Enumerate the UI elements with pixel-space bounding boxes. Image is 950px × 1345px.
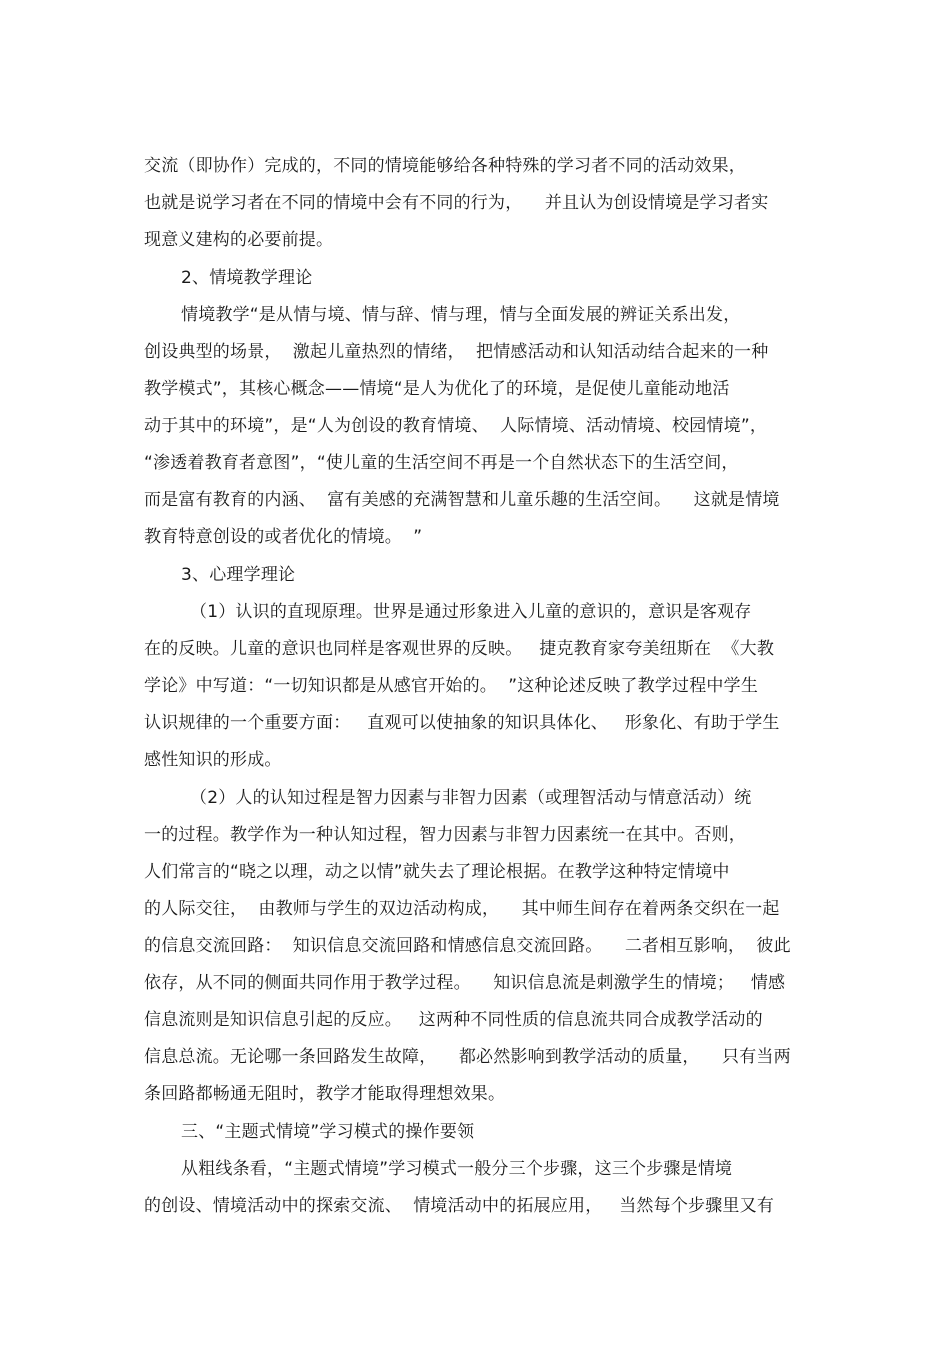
paragraph-line: 而是富有教育的内涵、 富有美感的充满智慧和儿童乐趣的生活空间。 这就是情境 [144, 490, 780, 510]
paragraph-line: 的人际交往， 由教师与学生的双边活动构成， 其中师生间存在着两条交织在一起 [144, 899, 780, 919]
paragraph-line: 的创设、情境活动中的探索交流、 情境活动中的拓展应用， 当然每个步骤里又有 [144, 1196, 775, 1216]
section-heading: 3、心理学理论 [181, 565, 296, 585]
paragraph-line: 动于其中的环境”，是“人为创设的教育情境、 人际情境、活动情境、校园情境”， [144, 416, 768, 436]
paragraph-line: 的信息交流回路： 知识信息交流回路和情感信息交流回路。 二者相互影响， 彼此 [144, 936, 791, 956]
paragraph-line: 感性知识的形成。 [144, 750, 282, 770]
paragraph-line: 学论》中写道：“一切知识都是从感官开始的。 ”这种论述反映了教学过程中学生 [144, 676, 759, 696]
paragraph-line: 信息总流。无论哪一条回路发生故障， 都必然影响到教学活动的质量， 只有当两 [144, 1047, 791, 1067]
paragraph-line: （2）人的认知过程是智力因素与非智力因素（或理智活动与情意活动）统 [190, 788, 752, 808]
paragraph-line: 信息流则是知识信息引起的反应。 这两种不同性质的信息流共同合成教学活动的 [144, 1010, 763, 1030]
paragraph-line: 依存，从不同的侧面共同作用于教学过程。 知识信息流是刺激学生的情境； 情感 [144, 973, 786, 993]
paragraph-line: 条回路都畅通无阻时，教学才能取得理想效果。 [144, 1084, 506, 1104]
paragraph-line: 从粗线条看，“主题式情境”学习模式一般分三个步骤，这三个步骤是情境 [181, 1159, 733, 1179]
paragraph-line: （1）认识的直现原理。世界是通过形象进入儿童的意识的，意识是客观存 [190, 602, 752, 622]
paragraph-line: “渗透着教育者意图”，“使儿童的生活空间不再是一个自然状态下的生活空间， [144, 453, 739, 473]
paragraph-line: 创设典型的场景， 激起儿童热烈的情绪， 把情感活动和认知活动结合起来的一种 [144, 342, 769, 362]
paragraph-line: 教学模式”，其核心概念——情境“是人为优化了的环境，是促使儿童能动地活 [144, 379, 730, 399]
paragraph-line: 教育特意创设的或者优化的情境。 ” [144, 527, 423, 547]
paragraph-line: 认识规律的一个重要方面： 直观可以使抽象的知识具体化、 形象化、有助于学生 [144, 713, 780, 733]
paragraph-line: 一的过程。教学作为一种认知过程，智力因素与非智力因素统一在其中。否则， [144, 825, 746, 845]
section-heading: 三、“主题式情境”学习模式的操作要领 [181, 1122, 475, 1142]
paragraph-line: 在的反映。儿童的意识也同样是客观世界的反映。 捷克教育家夸美纽斯在 《大教 [144, 639, 775, 659]
paragraph-line: 人们常言的“晓之以理，动之以情”就失去了理论根据。在教学这种特定情境中 [144, 862, 730, 882]
paragraph-line: 现意义建构的必要前提。 [144, 230, 334, 250]
paragraph-line: 也就是说学习者在不同的情境中会有不同的行为， 并且认为创设情境是学习者实 [144, 193, 769, 213]
paragraph-line: 情境教学“是从情与境、情与辞、情与理，情与全面发展的辨证关系出发， [181, 305, 741, 325]
section-heading: 2、情境教学理论 [181, 268, 313, 288]
paragraph-line: 交流（即协作）完成的，不同的情境能够给各种特殊的学习者不同的活动效果， [144, 156, 746, 176]
